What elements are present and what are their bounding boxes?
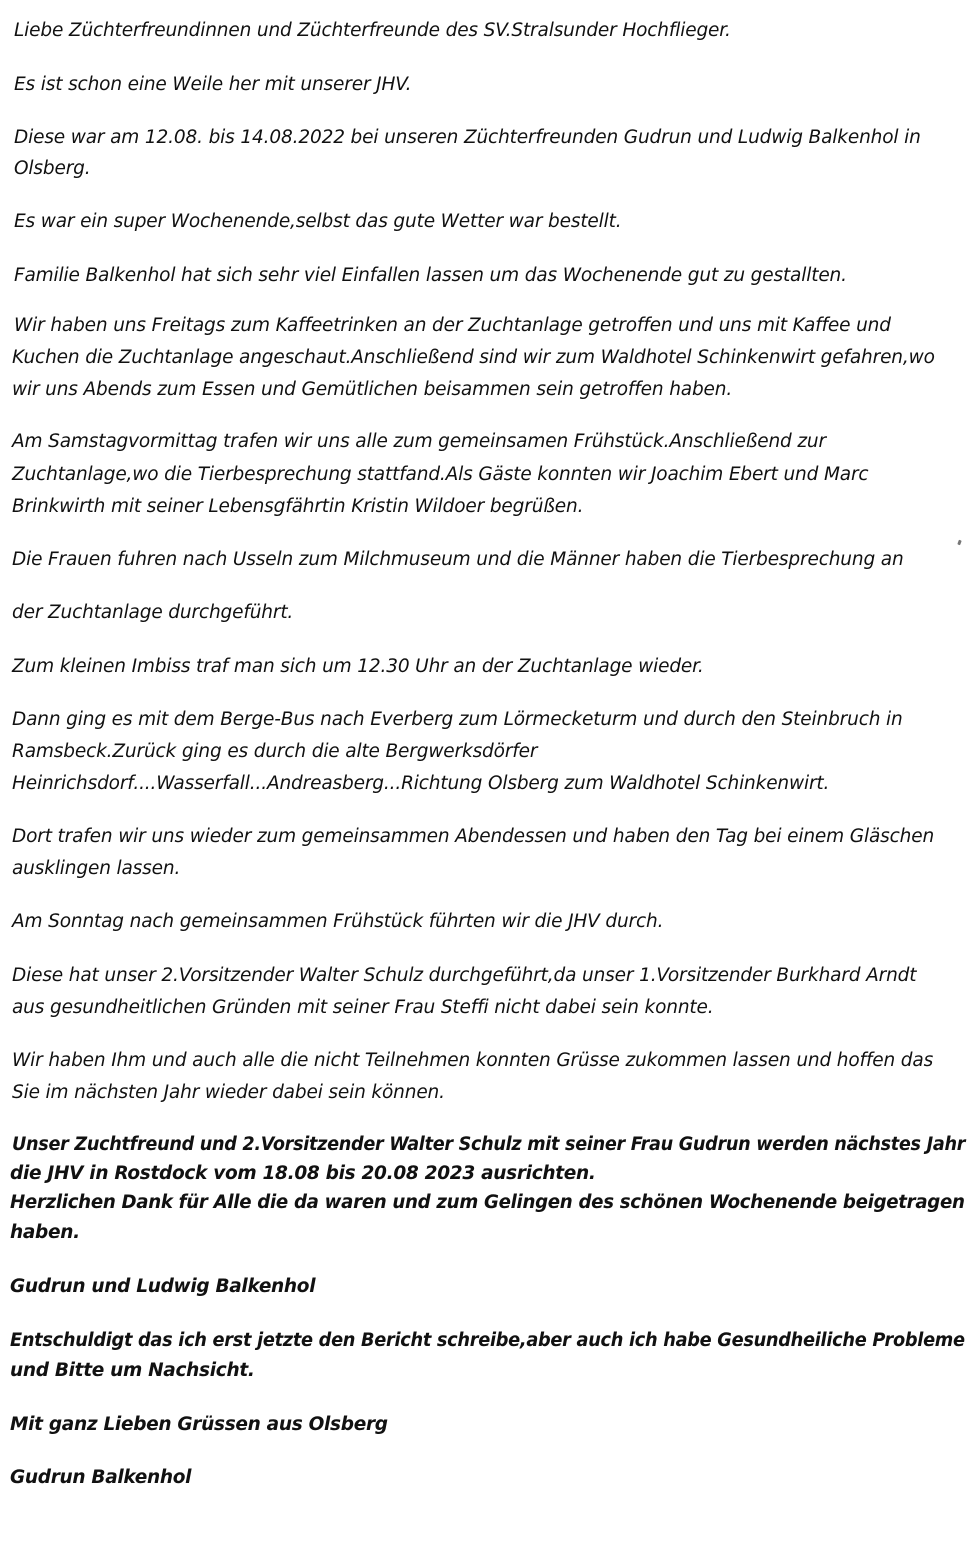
scan-speck — [957, 540, 962, 546]
closing-greeting: Mit ganz Lieben Grüssen aus Olsberg — [10, 1414, 388, 1435]
letter-bold-line: Entschuldigt das ich erst jetzte den Bericht schreibe,aber auch ich habe Gesundheiliche Probleme — [10, 1330, 965, 1351]
letter-line: Heinrichsdorf....Wasserfall...Andreasberg...Richtung Olsberg zum Waldhotel Schinkenwirt. — [12, 773, 830, 794]
letter-line: Dann ging es mit dem Berge-Bus nach Everberg zum Lörmecketurm und durch den Steinbruch in — [12, 709, 903, 730]
letter-line: Diese war am 12.08. bis 14.08.2022 bei unseren Züchterfreunden Gudrun und Ludwig Balkenhol in — [14, 127, 921, 148]
letter-line: Familie Balkenhol hat sich sehr viel Einfallen lassen um das Wochenende gut zu gestallten. — [14, 265, 847, 286]
letter-line: Zum kleinen Imbiss traf man sich um 12.30 Uhr an der Zuchtanlage wieder. — [12, 656, 704, 677]
letter-line: Liebe Züchterfreundinnen und Züchterfreunde des SV.Stralsunder Hochflieger. — [14, 20, 731, 41]
letter-line: Diese hat unser 2.Vorsitzender Walter Schulz durchgeführt,da unser 1.Vorsitzender Burkhard Arndt — [12, 965, 917, 986]
letter-bold-line: Unser Zuchtfreund und 2.Vorsitzender Walter Schulz mit seiner Frau Gudrun werden nächstes Jahr — [12, 1134, 966, 1155]
letter-line: Dort trafen wir uns wieder zum gemeinsammen Abendessen und haben den Tag bei einem Gläschen — [12, 826, 935, 847]
signature-name: Gudrun Balkenhol — [10, 1467, 192, 1488]
letter-line: Brinkwirth mit seiner Lebensgfährtin Kristin Wildoer begrüßen. — [12, 496, 584, 517]
letter-line: Es ist schon eine Weile her mit unserer JHV. — [14, 74, 412, 95]
letter-bold-line: und Bitte um Nachsicht. — [10, 1360, 255, 1381]
letter-line: Die Frauen fuhren nach Usseln zum Milchmuseum und die Männer haben die Tierbesprechung an — [12, 549, 904, 570]
letter-line: Am Sonntag nach gemeinsammen Frühstück führten wir die JHV durch. — [12, 911, 664, 932]
letter-line: wir uns Abends zum Essen und Gemütlichen beisammen sein getroffen haben. — [12, 379, 733, 400]
letter-line: Olsberg. — [14, 158, 91, 179]
letter-line: Am Samstagvormittag trafen wir uns alle zum gemeinsamen Frühstück.Anschließend zur — [12, 431, 826, 452]
letter-bold-line: Herzlichen Dank für Alle die da waren und zum Gelingen des schönen Wochenende beigetragen — [10, 1192, 965, 1213]
letter-line: Kuchen die Zuchtanlage angeschaut.Anschließend sind wir zum Waldhotel Schinkenwirt gefahren,wo — [12, 347, 935, 368]
signature-names: Gudrun und Ludwig Balkenhol — [10, 1276, 316, 1297]
letter-line: ausklingen lassen. — [12, 858, 181, 879]
letter-line: der Zuchtanlage durchgeführt. — [12, 602, 294, 623]
letter-line: Sie im nächsten Jahr wieder dabei sein können. — [12, 1082, 445, 1103]
letter-line: Ramsbeck.Zurück ging es durch die alte Bergwerksdörfer — [12, 741, 538, 762]
letter-line: Wir haben Ihm und auch alle die nicht Teilnehmen konnten Grüsse zukommen lassen und hoffen das — [12, 1050, 934, 1071]
letter-bold-line: die JHV in Rostdock vom 18.08 bis 20.08 2023 ausrichten. — [10, 1163, 596, 1184]
letter-line: Zuchtanlage,wo die Tierbesprechung stattfand.Als Gäste konnten wir Joachim Ebert und Marc — [12, 464, 869, 485]
letter-line: Es war ein super Wochenende,selbst das gute Wetter war bestellt. — [14, 211, 622, 232]
letter-bold-line: haben. — [10, 1222, 80, 1243]
letter-line: aus gesundheitlichen Gründen mit seiner Frau Steffi nicht dabei sein konnte. — [12, 997, 714, 1018]
letter-line: Wir haben uns Freitags zum Kaffeetrinken an der Zuchtanlage getroffen und uns mit Kaffee und — [14, 315, 891, 336]
